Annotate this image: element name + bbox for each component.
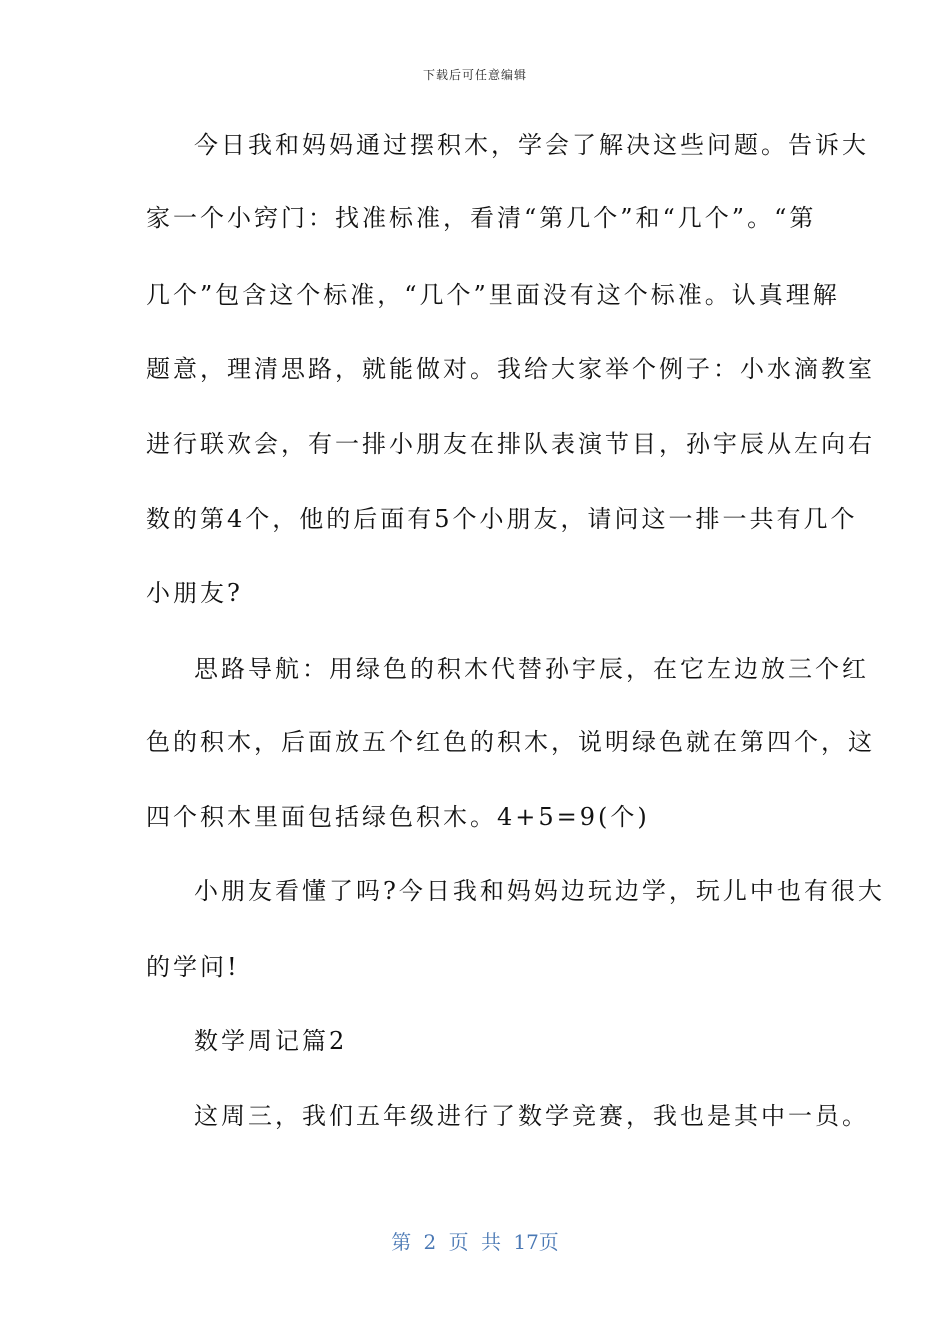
paragraph-line: 几个”包含这个标准，“几个”里面没有这个标准。认真理解 [146,281,840,309]
paragraph-line: 今日我和妈妈通过摆积木，学会了解决这些问题。告诉大 [194,131,869,159]
paragraph-line: 进行联欢会，有一排小朋友在排队表演节目，孙宇辰从左向右 [146,430,875,458]
page-number-footer: 第 2 页 共 17页 [391,1230,559,1254]
paragraph-line: 数的第4个，他的后面有5个小朋友，请问这一排一共有几个 [146,505,858,533]
paragraph-line: 小朋友看懂了吗?今日我和妈妈边玩边学，玩儿中也有很大 [194,877,885,905]
paragraph-line: 四个积木里面包括绿色积木。4+5=9(个) [146,803,650,831]
paragraph-line: 色的积木，后面放五个红色的积木，说明绿色就在第四个，这 [146,728,875,756]
paragraph-line: 的学问! [146,953,240,981]
paragraph-line: 家一个小窍门：找准标准，看清“第几个”和“几个”。“第 [146,204,817,232]
header-note: 下载后可任意编辑 [422,68,527,82]
paragraph-line: 这周三，我们五年级进行了数学竞赛，我也是其中一员。 [194,1102,869,1130]
paragraph-line: 思路导航：用绿色的积木代替孙宇辰，在它左边放三个红 [194,655,869,683]
paragraph-line: 题意，理清思路，就能做对。我给大家举个例子：小水滴教室 [146,355,875,383]
paragraph-line: 小朋友? [146,579,243,607]
section-heading: 数学周记篇2 [194,1027,348,1055]
